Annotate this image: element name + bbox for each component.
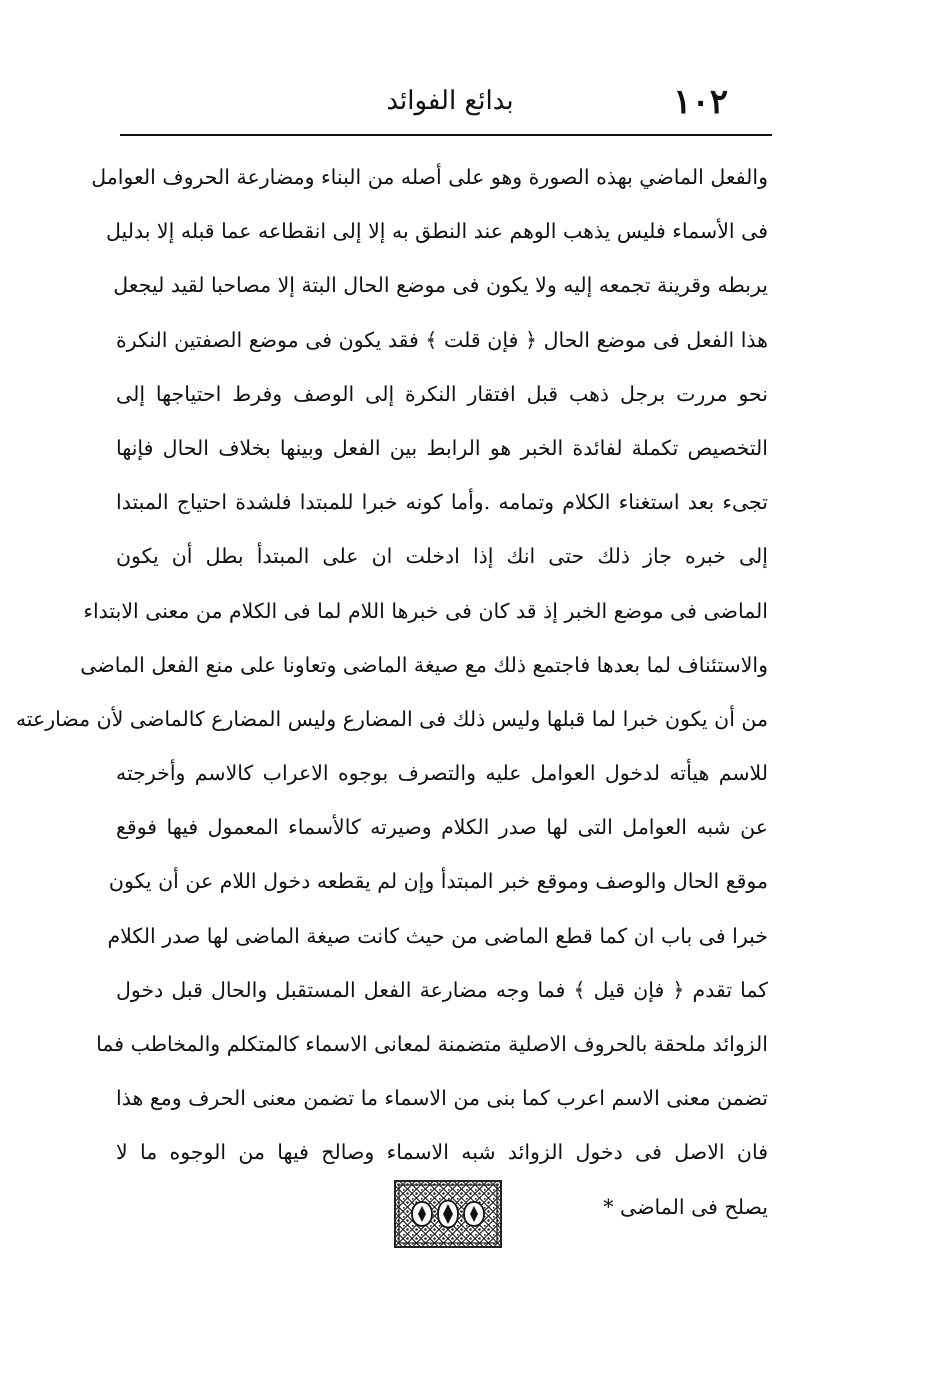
- text-line: فى الأسماء فليس يذهب الوهم عند النطق به إلا إلى انقطاعه عما قبله إلا بدليل: [105, 219, 768, 244]
- text-line-last: يصلح فى الماضى *: [603, 1194, 768, 1219]
- text-line: إلى خبره جاز ذلك حتى انك إذا ادخلت ان على المبتدأ بطل أن يكون: [116, 544, 768, 569]
- text-line: فان الاصل فى دخول الزوائد شبه الاسماء وصالح فيها من الوجوه ما لا: [116, 1140, 768, 1165]
- running-title: بدائع الفوائد: [386, 86, 514, 116]
- text-line: للاسم هيأته لدخول العوامل عليه والتصرف بوجوه الاعراب كالاسم وأخرجته: [116, 761, 768, 786]
- text-line: تجىء بعد استغناء الكلام وتمامه .وأما كونه خبرا للمبتدا فلشدة احتياج المبتدا: [116, 490, 768, 515]
- text-line: هذا الفعل فى موضع الحال ﴿ فإن قلت ﴾ فقد يكون فى موضع الصفتين النكرة: [116, 327, 768, 352]
- text-line: من أن يكون خبرا لما قبلها وليس ذلك فى المضارع وليس المضارع كالماضى لأن مضارعته: [15, 706, 768, 731]
- text-line: والاستئناف لما بعدها فاجتمع ذلك مع صيغة الماضى وتعاونا على منع الفعل الماضى: [80, 652, 768, 677]
- text-line: نحو مررت برجل ذهب قبل افتقار النكرة إلى الوصف وفرط احتياجها إلى: [116, 381, 768, 406]
- text-line: عن شبه العوامل التى لها صدر الكلام وصيرته كالأسماء المعمول فيها فوقع: [116, 815, 768, 840]
- header-rule: [120, 134, 772, 136]
- text-line: تضمن معنى الاسم اعرب كما بنى من الاسماء ما تضمن معنى الحرف ومع هذا: [116, 1086, 768, 1111]
- text-line: موقع الحال والوصف وموقع خبر المبتدأ وإن لم يقطعه دخول اللام عن أن يكون: [108, 869, 768, 894]
- text-line: كما تقدم ﴿ فإن قيل ﴾ فما وجه مضارعة الفعل المستقبل والحال قبل دخول: [116, 977, 768, 1002]
- text-line: والفعل الماضي بهذه الصورة وهو على أصله من البناء ومضارعة الحروف العوامل: [91, 165, 768, 189]
- text-line: خبرا فى باب ان كما قطع الماضى من حيث كانت صيغة الماضى لها صدر الكلام: [107, 923, 768, 948]
- page-header: [120, 78, 780, 128]
- arabesque-ornament-icon: [394, 1180, 502, 1248]
- text-line: الزوائد ملحقة بالحروف الاصلية متضمنة لمعانى الاسماء كالمتكلم والمخاطب فما: [96, 1032, 768, 1056]
- text-line: الماضى فى موضع الخبر إذ قد كان فى خبرها اللام لما فى الكلام من معنى الابتداء: [83, 598, 768, 623]
- body-text: [15, 150, 768, 1234]
- text-line: يربطه وقرينة تجمعه إليه ولا يكون فى موضع الحال البتة إلا مصاحبا لقيد ليجعل: [113, 273, 768, 298]
- page-number: ١٠٢: [673, 82, 728, 122]
- text-line: التخصيص تكملة لفائدة الخبر هو الرابط بين الفعل وبينها بخلاف الحال فإنها: [116, 435, 768, 460]
